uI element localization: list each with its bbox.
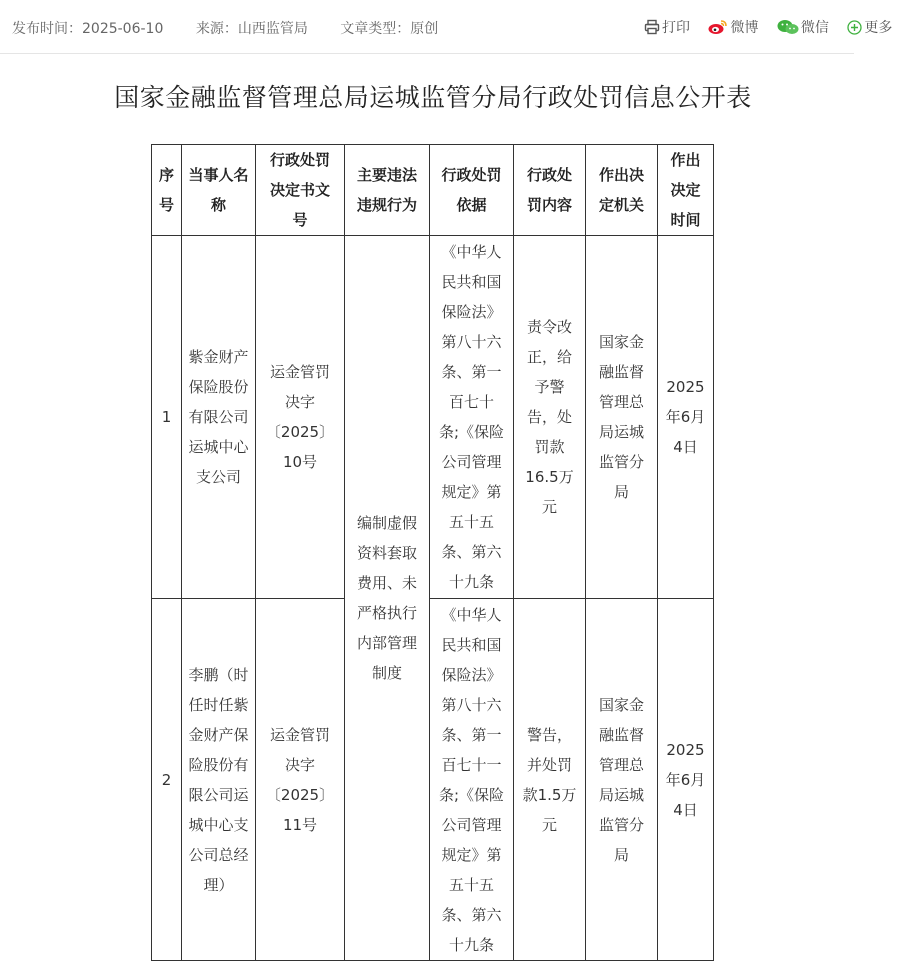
cell-line: 金财产保 xyxy=(188,725,249,744)
cell-line: 罚内容 xyxy=(526,196,572,214)
table-row xyxy=(152,236,714,599)
cell-line: 〔2025〕 xyxy=(265,423,335,441)
more-label: 更多 xyxy=(864,20,893,36)
article-type: 文章类型：原创 xyxy=(340,21,439,37)
cell-line: 定机关 xyxy=(598,196,644,214)
cell-line: 五十五 xyxy=(448,513,494,531)
share-toolbar xyxy=(644,17,906,39)
printer-icon xyxy=(644,19,660,39)
cell-line: 运金管罚 xyxy=(269,363,330,381)
cell-line: 规定》第 xyxy=(441,483,502,501)
cell-line: 告，处 xyxy=(526,408,572,426)
row-1-basis xyxy=(430,236,514,599)
cell-line: 保险法》 xyxy=(441,303,502,321)
cell-line: 予警 xyxy=(534,378,565,396)
cell-line: 序 xyxy=(158,166,174,184)
cell-line: 条;《保险 xyxy=(438,785,505,804)
row-1-content xyxy=(514,236,586,599)
cell-line: 行政处罚 xyxy=(269,151,330,169)
row-1-no: 1 xyxy=(152,236,182,599)
cell-line: 紫金财产 xyxy=(188,348,249,366)
cell-line: 年6月 xyxy=(665,770,706,789)
cell-line: 公司管理 xyxy=(441,815,502,834)
cell-line: 号 xyxy=(292,211,308,229)
header-violation xyxy=(345,145,430,236)
cell-line: 作出决 xyxy=(598,166,644,184)
cell-line: 元 xyxy=(541,815,557,834)
more-share-button[interactable] xyxy=(847,17,892,39)
row-2-no: 2 xyxy=(152,599,182,961)
row-2-party xyxy=(182,599,256,961)
cell-line: 支公司 xyxy=(195,468,241,486)
article-meta xyxy=(12,18,466,38)
cell-line: 局 xyxy=(613,483,629,501)
header-basis xyxy=(430,145,514,236)
cell-line: 内部管理 xyxy=(356,634,417,652)
row-1-doc-no xyxy=(256,236,345,599)
cell-line: 百七十一 xyxy=(441,755,502,774)
cell-line: 行政处 xyxy=(526,166,572,184)
cell-line: 条、第六 xyxy=(441,905,502,924)
weibo-icon xyxy=(708,19,728,39)
cell-line: 条;《保险 xyxy=(438,423,505,441)
cell-line: 公司总经 xyxy=(188,845,249,864)
cell-line: 资料套取 xyxy=(356,544,417,562)
cell-line: 《中华人 xyxy=(441,243,502,261)
cell-line: 监管分 xyxy=(598,815,644,834)
row-1-party xyxy=(182,236,256,599)
cell-line: 并处罚 xyxy=(526,755,572,774)
cell-line: 限公司运 xyxy=(188,785,249,804)
cell-line: 责令改 xyxy=(526,318,572,336)
cell-line: 11号 xyxy=(282,815,318,834)
row-2-basis xyxy=(430,599,514,961)
cell-line: 严格执行 xyxy=(356,604,417,622)
cell-line: 条、第六 xyxy=(441,543,502,561)
cell-line: 任时任紫 xyxy=(188,695,249,714)
cell-line: 费用、未 xyxy=(356,574,417,592)
cell-line: 款1.5万 xyxy=(522,785,577,804)
row-2-content xyxy=(514,599,586,961)
cell-line: 时间 xyxy=(670,211,701,229)
publish-time: 发布时间：2025-06-10 xyxy=(12,21,164,37)
cell-line: 局运城 xyxy=(598,785,644,804)
cell-line: 2025 xyxy=(666,740,705,759)
cell-line: 编制虚假 xyxy=(356,514,417,532)
cell-line: 民共和国 xyxy=(441,635,502,654)
cell-line: 规定》第 xyxy=(441,845,502,864)
article-meta-bar xyxy=(0,0,893,54)
cell-line: 当事人名 xyxy=(188,166,249,184)
table-header-row xyxy=(152,145,714,236)
header-date xyxy=(658,145,714,236)
cell-line: 管理总 xyxy=(598,393,644,411)
shared-violation xyxy=(345,236,430,961)
page-title: 国家金融监督管理总局运城监管分局行政处罚信息公开表 xyxy=(114,83,752,112)
row-1-date xyxy=(658,236,714,599)
cell-line: 正，给 xyxy=(526,348,572,366)
cell-line: 有限公司 xyxy=(188,408,249,426)
cell-line: 4日 xyxy=(673,800,698,819)
cell-line: 《中华人 xyxy=(441,605,502,624)
cell-line: 称 xyxy=(210,196,226,214)
cell-line: 依据 xyxy=(456,196,487,214)
cell-line: 保险股份 xyxy=(188,378,249,396)
row-2-authority xyxy=(586,599,658,961)
cell-line: 违规行为 xyxy=(356,196,417,214)
cell-line: 融监督 xyxy=(598,725,644,744)
header-party xyxy=(182,145,256,236)
cell-line: 理） xyxy=(203,875,234,894)
header-doc-no xyxy=(256,145,345,236)
cell-line: 4日 xyxy=(673,438,698,456)
cell-line: 运金管罚 xyxy=(269,725,330,744)
cell-line: 行政处罚 xyxy=(441,166,502,184)
wechat-share-button[interactable] xyxy=(777,17,829,39)
weibo-share-button[interactable] xyxy=(708,17,758,39)
cell-line: 局 xyxy=(613,845,629,864)
cell-line: 局运城 xyxy=(598,423,644,441)
cell-line: 条、第一 xyxy=(441,363,502,381)
row-2-date xyxy=(658,599,714,961)
cell-line: 国家金 xyxy=(598,695,644,714)
wechat-label: 微信 xyxy=(800,20,829,36)
cell-line: 年6月 xyxy=(665,408,706,426)
cell-line: 百七十 xyxy=(448,393,494,411)
header-content xyxy=(514,145,586,236)
cell-line: 16.5万 xyxy=(525,468,574,486)
header-authority xyxy=(586,145,658,236)
cell-line: 罚款 xyxy=(534,438,565,456)
cell-line: 公司管理 xyxy=(441,453,502,471)
article-source: 来源：山西监管局 xyxy=(195,21,308,37)
cell-line: 运城中心 xyxy=(188,438,249,456)
cell-line: 监管分 xyxy=(598,453,644,471)
row-2-doc-no xyxy=(256,599,345,961)
cell-line: 十九条 xyxy=(448,935,494,954)
cell-line: 主要违法 xyxy=(356,166,417,184)
plus-circle-icon xyxy=(847,20,862,39)
print-label: 打印 xyxy=(662,20,690,36)
cell-line: 条、第一 xyxy=(441,725,502,744)
header-no xyxy=(152,145,182,236)
cell-line: 五十五 xyxy=(448,875,494,894)
cell-line: 融监督 xyxy=(598,363,644,381)
cell-line: 10号 xyxy=(282,453,318,471)
cell-line: 李鹏（时 xyxy=(188,665,249,684)
cell-line: 管理总 xyxy=(598,755,644,774)
wechat-icon xyxy=(777,19,799,39)
cell-line: 第八十六 xyxy=(441,695,502,714)
cell-line: 〔2025〕 xyxy=(265,785,335,804)
print-button[interactable] xyxy=(644,17,690,39)
cell-line: 决定书文 xyxy=(269,181,330,199)
cell-line: 保险法》 xyxy=(441,665,502,684)
cell-line: 2025 xyxy=(666,378,705,396)
cell-line: 决字 xyxy=(284,755,315,774)
cell-line: 决字 xyxy=(284,393,315,411)
cell-line: 作出 xyxy=(670,151,701,169)
cell-line: 决定 xyxy=(670,181,701,199)
cell-line: 警告， xyxy=(526,725,572,744)
cell-line: 号 xyxy=(158,196,174,214)
weibo-label: 微博 xyxy=(730,20,759,36)
table-row xyxy=(152,599,714,961)
cell-line: 国家金 xyxy=(598,333,644,351)
cell-line: 城中心支 xyxy=(188,815,249,834)
row-1-authority xyxy=(586,236,658,599)
cell-line: 元 xyxy=(541,498,557,516)
cell-line: 民共和国 xyxy=(441,273,502,291)
cell-line: 制度 xyxy=(371,664,402,682)
cell-line: 第八十六 xyxy=(441,333,502,351)
penalty-table xyxy=(151,144,714,961)
cell-line: 险股份有 xyxy=(188,755,249,774)
cell-line: 十九条 xyxy=(448,573,494,591)
